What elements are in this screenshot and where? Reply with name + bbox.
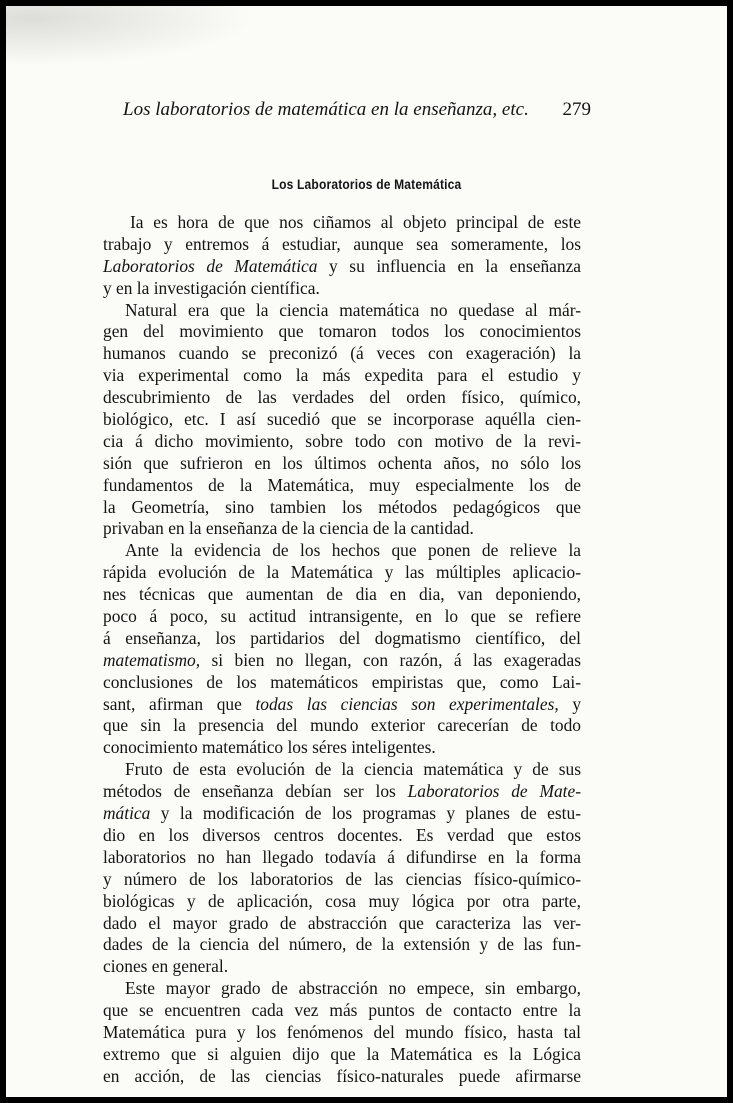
text-line: gen del movimiento que tomaron todos los conocimientos xyxy=(103,321,581,342)
section-title: Los Laboratorios de Matemática xyxy=(271,176,462,192)
text-line: la Geometría, sino tambien los métodos pedagógicos que xyxy=(103,496,581,517)
text-line: matematismo, si bien no llegan, con razón, á las exageradas xyxy=(103,649,581,670)
text-line: fundamentos de la Matemática, muy especialmente los de xyxy=(103,474,581,495)
text-line: extremo que si alguien dijo que la Matemática es la Lógica xyxy=(103,1043,581,1064)
text-line: que sin la presencia del mundo exterior carecerían de todo xyxy=(103,715,581,736)
text-line: dades de la ciencia del número, de la extensión y de las fun- xyxy=(103,934,581,955)
page-smudge xyxy=(6,6,256,66)
text-line: dado el mayor grado de abstracción que caracteriza las ver- xyxy=(103,912,581,933)
text-line: que se encuentren cada vez más puntos de contacto entre la xyxy=(103,1000,581,1021)
page-number: 279 xyxy=(562,99,591,120)
text-line: en acción, de las ciencias físico-naturales puede afirmarse xyxy=(103,1065,581,1086)
text-line: privaban en la enseñanza de la ciencia de la cantidad. xyxy=(103,518,474,539)
body-text xyxy=(103,212,581,1088)
text-line: Natural era que la ciencia matemática no quedase al már- xyxy=(125,299,581,320)
text-line: Ia es hora de que nos ciñamos al objeto principal de este xyxy=(130,212,581,232)
text-line: via experimental como la más expedita para el estudio y xyxy=(103,365,581,386)
running-title: Los laboratorios de matemática en la enseñanza, etc. xyxy=(123,99,529,120)
text-line: Este mayor grado de abstracción no empece, sin embargo, xyxy=(125,978,581,999)
text-line: laboratorios no han llegado todavía á difundirse en la forma xyxy=(103,846,581,867)
text-line: ciones en general. xyxy=(103,956,229,977)
text-line: rápida evolución de la Matemática y las múltiples aplicacio- xyxy=(103,562,581,583)
text-line: Matemática pura y los fenómenos del mundo físico, hasta tal xyxy=(103,1021,581,1042)
text-line: conclusiones de los matemáticos empiristas que, como Lai- xyxy=(103,671,581,692)
text-line: Ante la evidencia de los hechos que ponen de relieve la xyxy=(125,540,581,561)
text-line: descubrimiento de las verdades del orden físico, químico, xyxy=(103,387,581,408)
text-line: poco á poco, su actitud intransigente, en lo que se refiere xyxy=(103,606,581,627)
text-line: mática y la modificación de los programas y planes de estu- xyxy=(103,803,581,824)
book-page xyxy=(6,6,727,1097)
text-line: Laboratorios de Matemática y su influencia en la enseñanza xyxy=(103,255,582,276)
text-line: métodos de enseñanza debían ser los Laboratorios de Mate- xyxy=(103,781,581,802)
text-line: conocimiento matemático los séres inteligentes. xyxy=(103,737,436,758)
text-line: Fruto de esta evolución de la ciencia matemática y de sus xyxy=(125,759,581,780)
text-line: y en la investigación científica. xyxy=(103,277,320,298)
text-line: sant, afirman que todas las ciencias son experimentales, y xyxy=(103,693,582,714)
text-line: biológicas y de aplicación, cosa muy lógica por otra parte, xyxy=(103,890,581,911)
text-line: y número de los laboratorios de las ciencias físico-químico- xyxy=(103,868,581,889)
text-line: trabajo y entremos á estudiar, aunque sea someramente, los xyxy=(103,233,581,254)
text-line: humanos cuando se preconizó (á veces con exageración) la xyxy=(103,343,581,364)
text-line: á enseñanza, los partidarios del dogmatismo científico, del xyxy=(103,627,581,648)
text-line: dio en los diversos centros docentes. Es verdad que estos xyxy=(103,824,581,845)
text-line: cia á dicho movimiento, sobre todo con motivo de la revi- xyxy=(103,430,581,451)
text-line: nes técnicas que aumentan de dia en dia, van deponiendo, xyxy=(103,584,581,605)
text-line: biológico, etc. I así sucedió que se incorporase aquélla cien- xyxy=(103,409,581,430)
text-line: sión que sufrieron en los últimos ochenta años, no sólo los xyxy=(103,452,581,473)
